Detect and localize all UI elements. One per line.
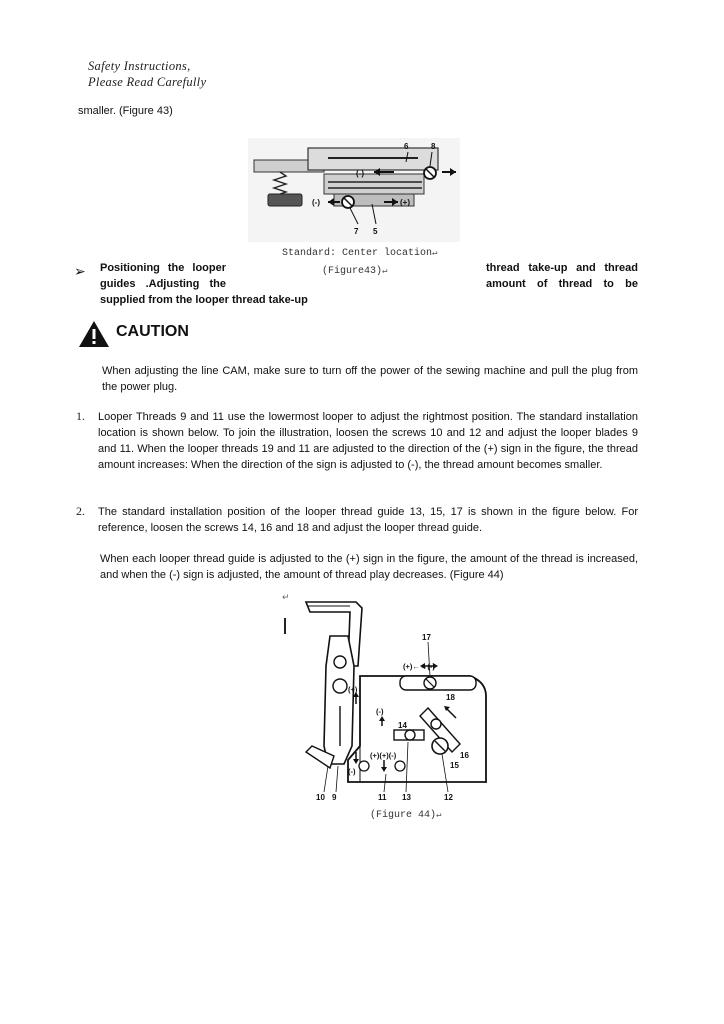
fig44-label-minus-left: (-) [348, 767, 356, 776]
caution-text: When adjusting the line CAM, make sure to turn off the power of the sewing machine and pull the plug from the power plug. [102, 365, 638, 393]
fig44-label-9: 9 [332, 793, 337, 802]
bullet-arrow-icon: ➢ [74, 263, 86, 279]
caution-title: CAUTION [116, 323, 189, 340]
page-header [88, 58, 206, 90]
fig44-label-10: 10 [316, 793, 325, 802]
fig44-label-13: 13 [402, 793, 411, 802]
fig43-label-5: 5 [373, 227, 378, 236]
item-2-text: The standard installation position of the looper thread guide 13, 15, 17 is shown in the figure below. For reference, loosen the screws 14, 16 and 18 and adjust the looper thread guide. [98, 506, 638, 534]
figure-44-drawing [300, 596, 496, 804]
item-2-number: 2. [76, 504, 85, 518]
fig44-label-minus-mid: (-) [376, 707, 384, 716]
fig44-label-17: 17 [422, 633, 431, 642]
fig43-label-7: 7 [354, 227, 359, 236]
fig43-label-6: 6 [404, 142, 409, 151]
figure-43 [248, 138, 460, 242]
figure-43-caption-top: Standard: Center location↵ [282, 248, 438, 259]
fig43-label-plus-bottom: (+) [400, 198, 410, 207]
item-1-text: Looper Threads 9 and 11 use the lowermost looper to adjust the rightmost position. The standard installation location is shown below. To join the illustration, loosen the screws 10 and 12 and adjust the looper blades 9 and 11. When the looper threads 19 and 11 are adjusted to the direction of the (+) sign in the figure, the thread amount increases: When the direction of the sign is adjusted to (-), the thread amount becomes smaller. [98, 411, 638, 471]
fig44-label-12: 12 [444, 793, 453, 802]
fig44-label-18: 18 [446, 693, 455, 702]
intro-text: smaller. (Figure 43) [78, 105, 173, 117]
fig44-label-16: 16 [460, 751, 469, 760]
fig44-label-plus-minus-top: (+)←→(-) [403, 662, 435, 671]
positioning-left-line-2: guides .Adjusting the [100, 278, 226, 290]
positioning-right-line-1: thread take-up and thread [486, 262, 638, 274]
fig44-label-bottom-row: (+)(+)(-) [370, 751, 397, 760]
fig44-label-15: 15 [450, 761, 459, 770]
warning-triangle-icon [78, 320, 110, 348]
positioning-left-line-1: Positioning the looper [100, 262, 226, 274]
paragraph-mark: ↵ [282, 592, 290, 602]
header-line-2: Please Read Carefully [88, 75, 207, 89]
positioning-right-line-2: amount of thread to be [486, 278, 638, 290]
header-line-1: Safety Instructions, [88, 59, 191, 73]
item-2-text-2: When each looper thread guide is adjusted to the (+) sign in the figure, the amount of the thread is increased, and when the (-) sign is adjusted, the amount of thread play decreases. (Figure 44) [100, 553, 638, 581]
fig44-label-11: 11 [378, 793, 387, 802]
figure-43-drawing [248, 138, 460, 242]
fig43-label-8: 8 [431, 142, 436, 151]
figure-44 [300, 596, 496, 804]
fig44-label-plus-left: (+) [348, 685, 358, 694]
fig44-label-14: 14 [398, 721, 407, 730]
fig43-label-minus-top: (-) [356, 169, 364, 178]
text-cursor [284, 618, 286, 634]
positioning-left-line-3: supplied from the looper thread take-up [100, 294, 308, 306]
figure-44-caption: (Figure 44)↵ [370, 810, 442, 821]
fig43-label-minus-bottom: (-) [312, 198, 320, 207]
figure-43-caption: (Figure43)↵ [322, 266, 388, 277]
item-1-number: 1. [76, 409, 85, 423]
